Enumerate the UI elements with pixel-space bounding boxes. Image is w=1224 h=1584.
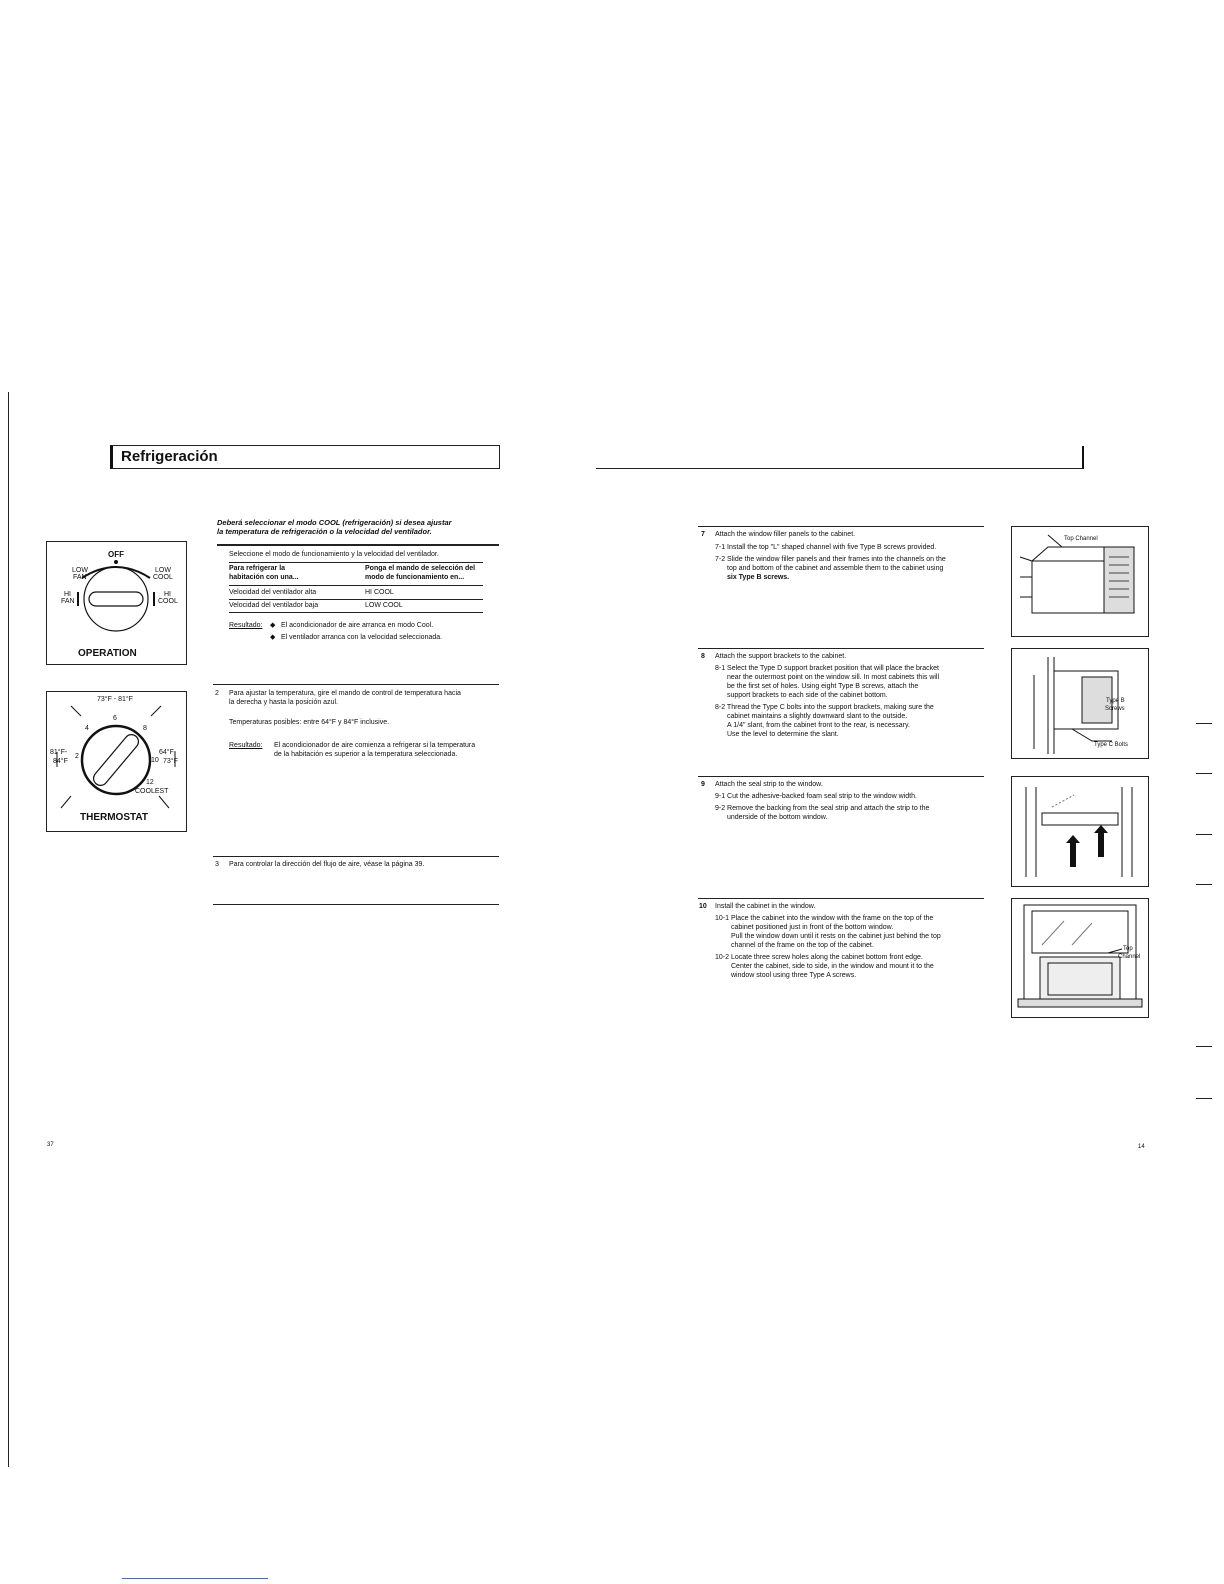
step7-figure xyxy=(1011,526,1149,637)
step3-text: Para controlar la dirección del flujo de aire, véase la página 39. xyxy=(229,861,425,868)
step7-title: Attach the window filler panels to the cabinet. xyxy=(715,531,856,538)
fig10-channel-label: Channel xyxy=(1118,954,1141,960)
dial-hi-fan-1: HI xyxy=(64,591,71,598)
left-page-number: 37 xyxy=(47,1142,54,1148)
step7-line-1: 7-1 Install the top "L" shaped channel with five Type B screws provided. xyxy=(715,544,937,551)
thermo-left-1: 81°F- xyxy=(50,749,68,756)
step8-number: 8 xyxy=(701,653,705,660)
table-bottom-rule xyxy=(229,612,483,613)
table-header-left-2: habitación con una... xyxy=(229,574,299,581)
step9-line-2: 9-2 Remove the backing from the seal strip and attach the strip to the xyxy=(715,805,930,812)
result-2: El ventilador arranca con la velocidad seleccionada. xyxy=(281,634,443,641)
table-row-2-right: LOW COOL xyxy=(365,602,403,609)
result2-line-1: El acondicionador de aire comienza a refrigerar si la temperatura xyxy=(274,742,476,749)
table-header-rule xyxy=(229,585,483,586)
table-row-rule xyxy=(229,599,483,600)
fig-type-b-label-1: Type B xyxy=(1106,698,1125,704)
step10-line-5: 10-2 Locate three screw holes along the cabinet bottom front edge. xyxy=(715,954,923,961)
right-page-number: 14 xyxy=(1138,1144,1145,1150)
result-bullet-1: ◆ xyxy=(270,622,276,629)
step8-figure xyxy=(1011,648,1149,759)
margin-mark xyxy=(1196,723,1212,724)
margin-mark xyxy=(1196,1098,1212,1099)
step9-line-1: 9-1 Cut the adhesive-backed foam seal strip to the window width. xyxy=(715,793,917,800)
result2-line-2: de la habitación es superior a la temperatura seleccionada. xyxy=(274,751,458,758)
step2-number: 2 xyxy=(215,690,219,697)
table-row-1-right: HI COOL xyxy=(365,589,394,596)
step7-line-4: six Type B screws. xyxy=(727,574,790,581)
dial-hi-cool-2: COOL xyxy=(158,598,178,605)
step8-line-3: be the first set of holes. Using eight Type B screws, attach the xyxy=(727,683,919,690)
step3-number: 3 xyxy=(215,861,219,868)
step9-rule xyxy=(698,776,984,777)
intro-rule xyxy=(217,544,499,546)
step8-line-4: support brackets to each side of the cabinet bottom. xyxy=(727,692,888,699)
step2-rule xyxy=(213,684,499,685)
step9-figure xyxy=(1011,776,1149,887)
thermo-n10: 10 xyxy=(151,757,159,764)
table-header-right-1: Ponga el mando de selección del xyxy=(365,565,476,572)
margin-mark xyxy=(1196,1046,1212,1047)
dial-low-fan-2: FAN xyxy=(73,574,87,581)
table-header-right-2: modo de funcionamiento en... xyxy=(365,574,465,581)
fig-type-b-label-2: Screws xyxy=(1105,706,1125,712)
dial-low-fan-1: LOW xyxy=(72,567,88,574)
step10-number: 10 xyxy=(699,903,707,910)
thermostat-caption: THERMOSTAT xyxy=(80,812,148,823)
thermo-left-2: 84°F xyxy=(53,758,68,765)
thermo-n4: 4 xyxy=(85,725,89,732)
step8-line-8: Use the level to determine the slant. xyxy=(727,731,839,738)
step7-number: 7 xyxy=(701,531,705,538)
step1-text: Seleccione el modo de funcionamiento y la velocidad del ventilador. xyxy=(229,551,439,558)
operation-caption: OPERATION xyxy=(78,648,137,659)
dial-low-cool-2: COOL xyxy=(153,574,173,581)
thermo-coolest: COOLEST xyxy=(135,788,169,795)
step10-line-1: 10-1 Place the cabinet into the window with the frame on the top of the xyxy=(715,915,934,922)
thermo-n2: 2 xyxy=(75,753,79,760)
dial-hi-fan-2: FAN xyxy=(61,598,75,605)
table-row-1-left: Velocidad del ventilador alta xyxy=(229,589,317,596)
fig10-top-label: Top xyxy=(1123,946,1133,952)
margin-mark xyxy=(1196,773,1212,774)
fig-top-channel-label: Top Channel xyxy=(1064,536,1098,542)
intro-line-2: la temperatura de refrigeración o la velocidad del ventilador. xyxy=(217,527,432,536)
result-1: El acondicionador de aire arranca en modo Cool. xyxy=(281,622,434,629)
step2-line-2: la derecha y hasta la posición azul. xyxy=(229,699,338,706)
step9-number: 9 xyxy=(701,781,705,788)
margin-mark xyxy=(1196,884,1212,885)
table-top-rule xyxy=(229,562,483,563)
step10-line-2: cabinet positioned just in front of the bottom window. xyxy=(731,924,894,931)
dial-hi-cool-1: HI xyxy=(164,591,171,598)
step8-line-7: A 1/4" slant, from the cabinet front to the rear, is necessary. xyxy=(727,722,910,729)
page-title: Refrigeración xyxy=(121,448,218,465)
step10-line-7: window stool using three Type A screws. xyxy=(731,972,857,979)
result-label: Resultado: xyxy=(229,622,263,629)
thermo-range-top: 73°F - 81°F xyxy=(97,696,133,703)
left-page-edge xyxy=(8,392,9,1467)
step8-line-5: 8-2 Thread the Type C bolts into the support brackets, making sure the xyxy=(715,704,934,711)
step2-line-1: Para ajustar la temperatura, gire el mando de control de temperatura hacia xyxy=(229,690,461,697)
step8-title: Attach the support brackets to the cabinet. xyxy=(715,653,847,660)
thermo-right-2: 73°F xyxy=(163,758,178,765)
fig-type-c-label: Type C Bolts xyxy=(1094,742,1129,748)
result2-label: Resultado: xyxy=(229,742,263,749)
step10-rule xyxy=(698,898,984,899)
seal-strip-svg xyxy=(1012,777,1148,886)
temps-range: Temperaturas posibles: entre 64°F y 84°F inclusive. xyxy=(229,719,390,726)
operation-dial-figure xyxy=(46,541,187,665)
right-header-box xyxy=(596,446,1084,469)
bottom-link-rule xyxy=(122,1578,268,1579)
step8-line-2: near the outermost point on the window sill. In most cabinets this will xyxy=(727,674,940,681)
table-header-left-1: Para refrigerar la xyxy=(229,565,286,572)
step7-rule xyxy=(698,526,984,527)
thermo-n8: 8 xyxy=(143,725,147,732)
step10-title: Install the cabinet in the window. xyxy=(715,903,816,910)
step7-line-3: top and bottom of the cabinet and assemble them to the cabinet using xyxy=(727,565,944,572)
result-bullet-2: ◆ xyxy=(270,634,276,641)
step10-figure xyxy=(1011,898,1149,1018)
step9-title: Attach the seal strip to the window. xyxy=(715,781,823,788)
step10-line-3: Pull the window down until it rests on the cabinet just behind the top xyxy=(731,933,941,940)
dial-off-label: OFF xyxy=(108,550,124,559)
margin-mark xyxy=(1196,834,1212,835)
left-header-box xyxy=(110,445,500,469)
table-row-2-left: Velocidad del ventilador baja xyxy=(229,602,319,609)
thermo-right-1: 64°F- xyxy=(159,749,177,756)
thermo-n6: 6 xyxy=(113,715,117,722)
step8-line-6: cabinet maintains a slightly downward slant to the outside. xyxy=(727,713,908,720)
step8-rule xyxy=(698,648,984,649)
thermostat-dial-figure xyxy=(46,691,187,832)
step10-line-4: channel of the frame on the top of the cabinet. xyxy=(731,942,874,949)
intro-line-1: Deberá seleccionar el modo COOL (refrigeración) si desea ajustar xyxy=(217,518,452,527)
step3-rule xyxy=(213,856,499,857)
dial-low-cool-1: LOW xyxy=(155,567,171,574)
step9-line-3: underside of the bottom window. xyxy=(727,814,828,821)
step7-line-2: 7-2 Slide the window filler panels and their frames into the channels on the xyxy=(715,556,946,563)
left-bottom-rule xyxy=(213,904,499,905)
step10-line-6: Center the cabinet, side to side, in the window and mount it to the xyxy=(731,963,934,970)
step8-line-1: 8-1 Select the Type D support bracket position that will place the bracket xyxy=(715,665,939,672)
thermo-n12: 12 xyxy=(146,779,154,786)
